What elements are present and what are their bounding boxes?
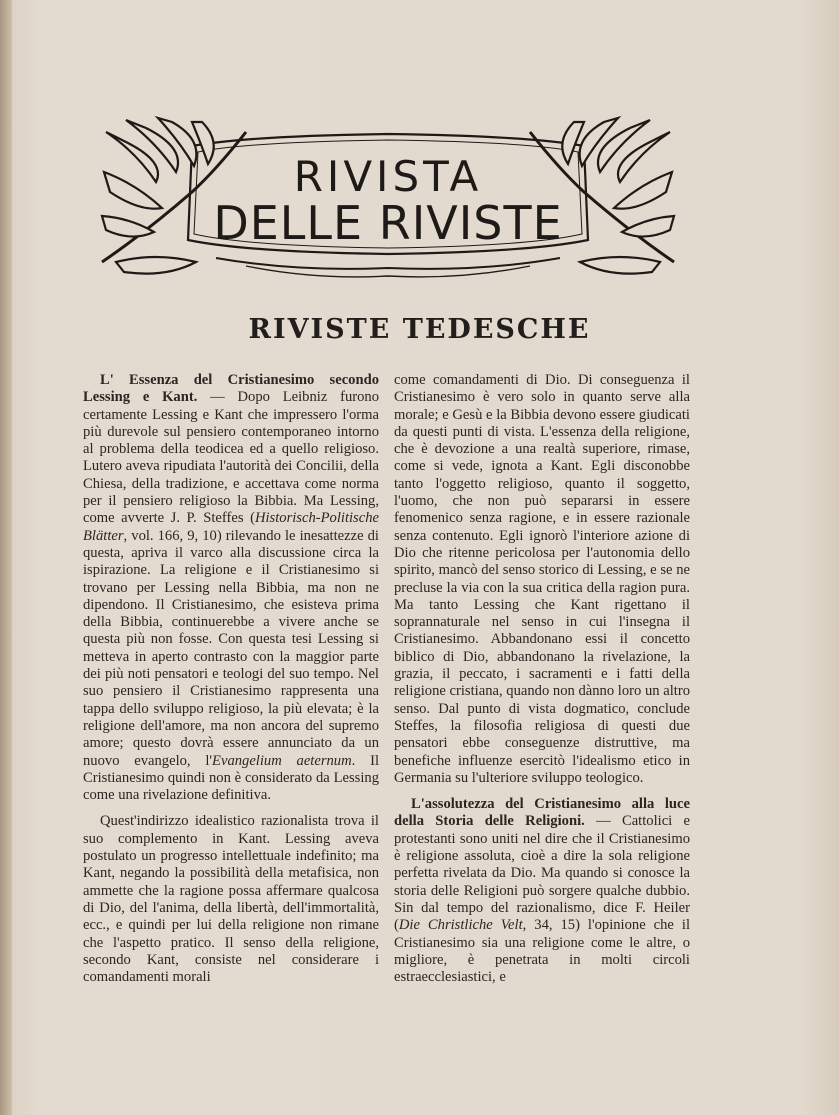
masthead-title-line-1: RIVISTA — [293, 152, 483, 201]
article-paragraph: Quest'indirizzo idealistico razionalista trova il suo complemento in Kant. Lessing aveva postulato un progresso intellettuale indefinito; ma Kant, negando la possibilità della metafisica, non ammette che la ragione possa affermare qualcosa di Dio, del l'anima, della libertà, dell'immortalità, ecc., e quindi per lui della religione non rimane che l'aspetto pratico. Il senso della religione, secondo Kant, consiste nel considerare i comandamenti morali — [83, 813, 379, 986]
body-text: — Cattolici e protestanti sono uniti nel dire che il Cristianesimo è religione assoluta, cioè a dire la sola religione perfetta rivelata da Dio. Ma quando si conosce la storia delle Religioni può sorgere qualche dubbio. Sin dal tempo del razionalismo, dice F. Heiler ( — [394, 813, 691, 934]
journal-title: Die Christliche Velt — [398, 917, 523, 934]
latin-term: Evangelium aeternum — [212, 752, 352, 769]
journal-title: Historisch-Politische Blätter — [83, 510, 379, 544]
masthead-ornament — [96, 112, 680, 284]
masthead-title-line-2: DELLE RIVISTE — [213, 196, 563, 250]
body-text: , 34, 15) l'opinione che il Cristianesimo sia una religione come le altre, o migliore, è penetrata in molti circoli estraecclesiastici, e — [394, 917, 690, 986]
article-paragraph — [83, 372, 379, 804]
book-gutter — [0, 0, 12, 1115]
article-paragraph — [394, 796, 690, 986]
body-text: , vol. 166, 9, 10) rilevando le inesattezze di questa, apriva il varco alla discussione circa la ispirazione. La religione e il Cristianesimo si trovano per Lessing nella Bibbia, ma non ne dipendono. Il Cristianesimo, che esisteva prima della Bibbia, continuerebbe a vivere anche se questa più non fosse. Con questa tesi Lessing si metteva in aperto contrasto con la maggior parte dei più noti pensatori e teologi del suo tempo. Nel suo pensiero il Cristianesimo rappresenta una tappa dello sviluppo religioso, la più elevata; è la religione dell'amore, ma non ancora del supremo amore; questo dovrà essere annunciato da un nuovo evangelo, l' — [83, 527, 379, 769]
article-heading: L' Essenza del Cristianesimo secondo Lessing e Kant. — [83, 372, 379, 406]
right-text-column — [394, 372, 690, 986]
body-text: . Il Cristianesimo quindi non è considerato da Lessing come una rivelazione definitiva. — [83, 752, 379, 804]
article-heading: L'assolutezza del Cristianesimo alla luce della Storia delle Religioni. — [394, 796, 690, 830]
section-title: RIVISTE TEDESCHE — [248, 314, 591, 345]
left-text-column — [83, 372, 379, 986]
body-text: — Dopo Leibniz furono certamente Lessing e Kant che impressero l'orma più durevole sul pensiero contemporaneo intorno al problema della teodicea ed a quello religioso. Lutero aveva ripudiata l'autorità dei Concilii, della Chiesa, della tradizione, e accettava come norma per il pensiero religioso la Bibbia. Ma Lessing, come avverte J. P. Steffes ( — [83, 389, 379, 527]
article-paragraph: come comandamenti di Dio. Di conseguenza il Cristianesimo è vero solo in quanto serve alla morale; e Gesù e la Bibbia devono essere giudicati da questi punti di vista. L'essenza della religione, che è devozione a una realtà superiore, rimase, come si vede, ignota a Kant. Egli disconobbe tanto l'oggetto religioso, quanto il soggetto, l'uomo, che non può separarsi in essere fenomenico senza ragione, e in essere razionale senza contenuto. Egli ignorò l'interiore azione di Dio che ritenne pericolosa per l'autonomia dello spirito, mancò del senso storico di Lessing, e se ne precluse la via con la sua critica della ragion pura. Ma tanto Lessing che Kant rigettano il soprannaturale nel senso in cui l'insegna il Cristianesimo. Abbandonano essi il concetto biblico di Dio, abbandonano la rivelazione, la grazia, il peccato, i sacramenti e i fatti della religione cristiana, quando non dànno loro un altro senso. Dal punto di vista dogmatico, conclude Steffes, la filosofia religiosa di questi due pensatori ebbe conseguenze distruttive, ma benefiche influenze esercitò l'idealismo etico in Germania su l'ulteriore sviluppo teologico. — [394, 372, 690, 786]
